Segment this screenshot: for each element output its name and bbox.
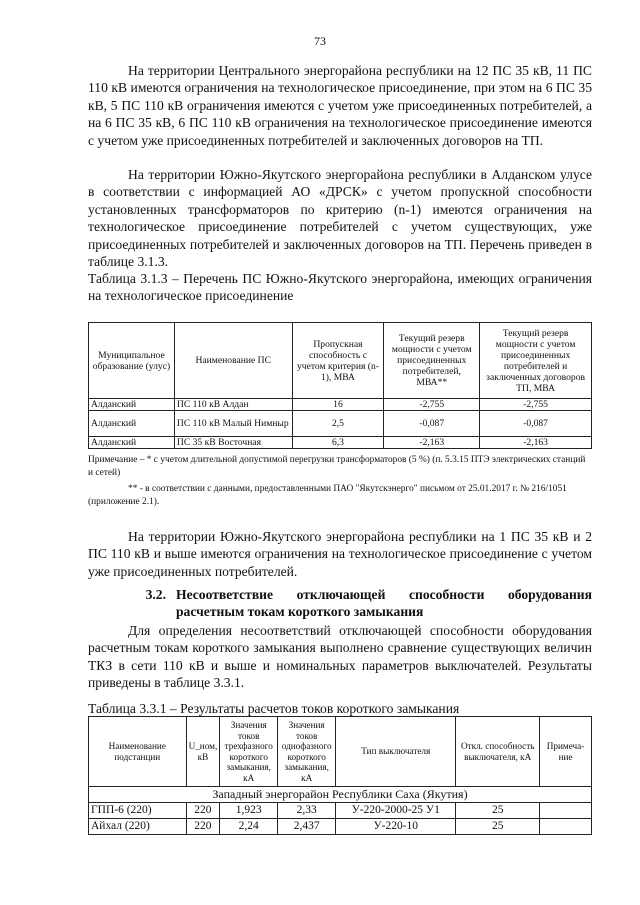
header-voltage: U_ном, кВ xyxy=(186,717,220,787)
cell-substation: ПС 110 кВ Малый Нимныр xyxy=(174,411,292,437)
paragraph-short-circuit: Для определения несоответствий отключающей способности оборудования расчетным токам короткого замыкания выполнено сравнение существующих величин ТКЗ в сети 110 кВ и выше и номинальных параметров выключателей. Результаты приведены в таблице 3.3.1. xyxy=(88,623,592,691)
cell-capacity: 16 xyxy=(292,399,384,411)
cell-reserve: -2,755 xyxy=(384,399,480,411)
section-heading xyxy=(88,586,592,621)
table-row xyxy=(89,803,592,819)
cell-breaking-capacity: 25 xyxy=(456,819,540,835)
table-row xyxy=(89,437,592,449)
header-reserve: Текущий резерв мощности с учетом присоединенных потребителей, МВА** xyxy=(384,323,480,399)
cell-note xyxy=(540,819,592,835)
header-single-phase: Значения токов однофазного короткого замыкания, кА xyxy=(278,717,336,787)
header-substation-name: Наименование подстанции xyxy=(89,717,187,787)
paragraph-restrictions: На территории Южно-Якутского энергорайона республики на 1 ПС 35 кВ и 2 ПС 110 кВ и выше имеются ограничения на технологическое присоединение с учетом уже присоединенных потребителей. xyxy=(88,529,592,579)
cell-capacity: 6,3 xyxy=(292,437,384,449)
cell-capacity: 2,5 xyxy=(292,411,384,437)
header-three-phase: Значения токов трехфазного короткого замыкания, кА xyxy=(220,717,278,787)
table-row xyxy=(89,399,592,411)
header-note: Примеча-ние xyxy=(540,717,592,787)
cell-substation: ПС 110 кВ Алдан xyxy=(174,399,292,411)
cell-voltage: 220 xyxy=(186,803,220,819)
header-breaker-type: Тип выключателя xyxy=(336,717,456,787)
table-note-1: Примечание – * с учетом длительной допустимой перегрузки трансформаторов (5 %) (п. 5.3.15 ПТЭ электрических станций и сетей) xyxy=(88,455,586,478)
cell-voltage: 220 xyxy=(186,819,220,835)
cell-reserve-contracts: -2,163 xyxy=(480,437,592,449)
table-3-3-1-caption: Таблица 3.3.1 – Результаты расчетов токов короткого замыкания xyxy=(88,701,460,716)
cell-reserve-contracts: -0,087 xyxy=(480,411,592,437)
header-district: Муниципальное образование (улус) xyxy=(89,323,175,399)
section-title: Несоответствие отключающей способности оборудования расчетным токам короткого замыкания xyxy=(176,587,592,620)
cell-breaker-type: У-220-2000-25 У1 xyxy=(336,803,456,819)
cell-three-phase: 2,24 xyxy=(220,819,278,835)
cell-district: Алданский xyxy=(89,399,175,411)
table-row xyxy=(89,411,592,437)
cell-district: Алданский xyxy=(89,437,175,449)
table-3-1-3-caption: Таблица 3.1.3 – Перечень ПС Южно-Якутского энергорайона, имеющих ограничения на технологическое присоединение xyxy=(88,271,592,304)
cell-substation: ПС 35 кВ Восточная xyxy=(174,437,292,449)
header-reserve-contracts: Текущий резерв мощности с учетом присоединенных потребителей и заключенных договоров ТП, МВА xyxy=(480,323,592,399)
region-row xyxy=(89,787,592,803)
paragraph-south-yakutsk: На территории Южно-Якутского энергорайона республики в Алданском улусе в соответствии с информацией АО «ДРСК» с учетом пропускной способности установленных трансформаторов по критерию (n-1) имеются ограничения на технологическое присоединение потребителей с учетом существующих, уже присоединенных потребителей и заключенных договоров на ТП. Перечень приведен в таблице 3.1.3. xyxy=(88,167,592,270)
header-capacity: Пропускная способность с учетом критерия (n-1), МВА xyxy=(292,323,384,399)
cell-substation-name: Айхал (220) xyxy=(89,819,187,835)
cell-breaker-type: У-220-10 xyxy=(336,819,456,835)
cell-breaking-capacity: 25 xyxy=(456,803,540,819)
cell-reserve-contracts: -2,755 xyxy=(480,399,592,411)
page-number: 73 xyxy=(314,34,326,48)
cell-three-phase: 1,923 xyxy=(220,803,278,819)
header-breaking-capacity: Откл. способность выключателя, кА xyxy=(456,717,540,787)
cell-single-phase: 2,33 xyxy=(278,803,336,819)
table-row xyxy=(89,819,592,835)
cell-district: Алданский xyxy=(89,411,175,437)
table-header-row xyxy=(89,717,592,787)
paragraph-central-region: На территории Центрального энергорайона республики на 12 ПС 35 кВ, 11 ПС 110 кВ имеются ограничения на технологическое присоединение, при этом на 6 ПС 35 кВ, 5 ПС 110 кВ ограничения имеются с учетом уже присоединенных потребителей, а на 6 ПС 35 кВ, 6 ПС 110 кВ ограничения на технологическое присоединение имеются с учетом уже присоединенных потребителей и заключенных договоров на ТП. xyxy=(88,63,592,148)
header-substation: Наименование ПС xyxy=(174,323,292,399)
table-3-1-3 xyxy=(88,322,592,449)
cell-reserve: -2,163 xyxy=(384,437,480,449)
table-header-row xyxy=(89,323,592,399)
table-3-3-1 xyxy=(88,716,592,835)
cell-substation-name: ГПП-6 (220) xyxy=(89,803,187,819)
cell-single-phase: 2,437 xyxy=(278,819,336,835)
cell-reserve: -0,087 xyxy=(384,411,480,437)
cell-note xyxy=(540,803,592,819)
table-note-2: ** - в соответствии с данными, предоставленными ПАО "Якутскэнерго" письмом от 25.01.2017 г. № 216/1051 (приложение 2.1). xyxy=(88,484,567,507)
section-number: 3.2. xyxy=(145,587,166,602)
region-label: Западный энергорайон Республики Саха (Якутия) xyxy=(89,787,592,803)
